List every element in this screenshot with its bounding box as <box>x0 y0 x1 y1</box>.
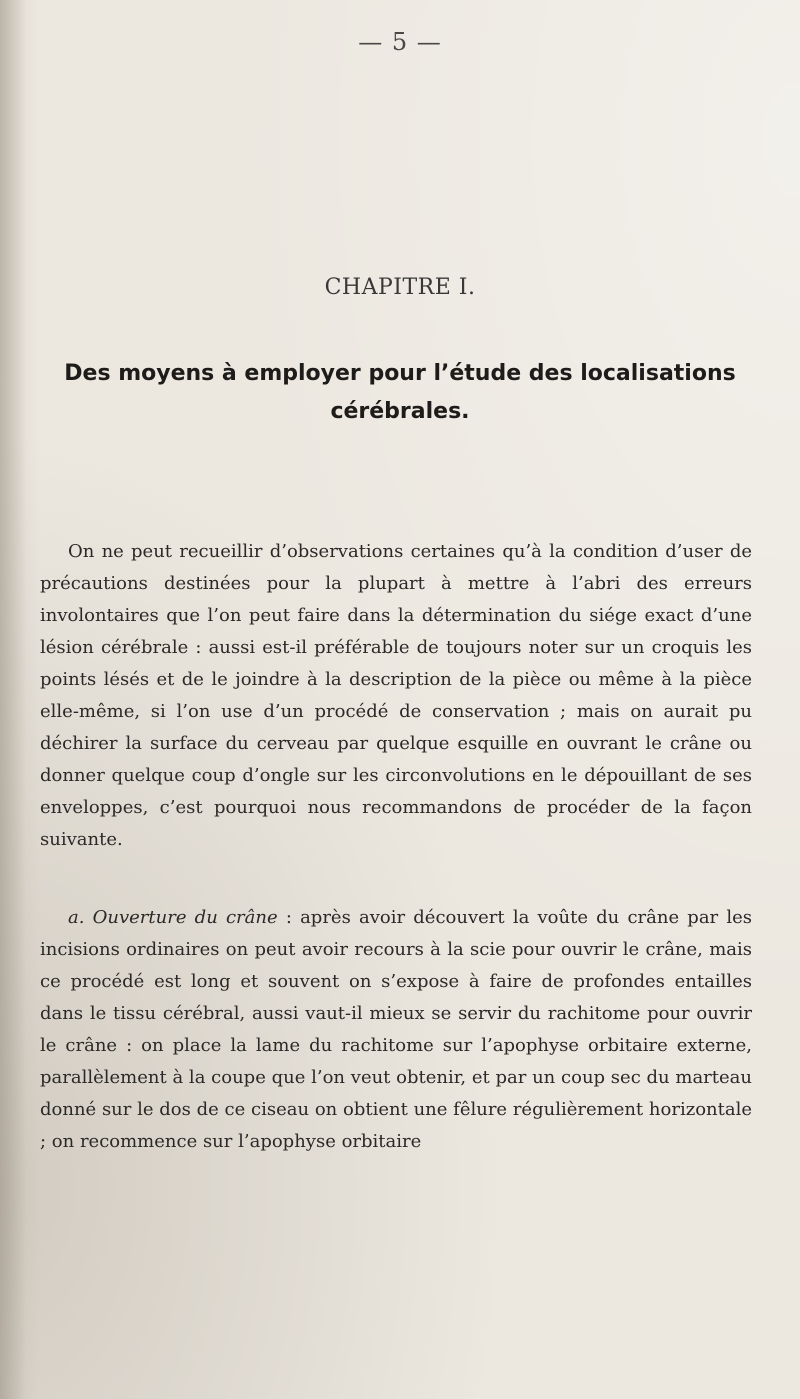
paragraph-text: : après avoir découvert la voûte du crâne par les incisions ordinaires on peut avoir recours à la scie pour ouvrir le crâne, mais ce procédé est long et souvent on s’expose à faire de profondes entailles dans le tissu cérébral, aussi vaut-il mieux se servir du rachitome pour ouvrir le crâne : on place la lame du rachitome sur l’apophyse orbitaire externe, parallèlement à la coupe que l’on veut obtenir, et par un coup sec du marteau donné sur le dos de ce ciseau on obtient une fêlure régulièrement horizontale ; on recommence sur l’apophyse orbitaire <box>40 907 752 1152</box>
paragraph-skull-opening <box>40 902 752 1158</box>
page-edge-shadow <box>0 0 26 1399</box>
paragraph-introduction: On ne peut recueillir d’observations certaines qu’à la condition d’user de précautions destinées pour la plupart à mettre à l’abri des erreurs involontaires que l’on peut faire dans la détermination du siége exact d’une lésion cérébrale : aussi est-il préférable de toujours noter sur un croquis les points lésés et de le joindre à la description de la pièce ou même à la pièce elle-même, si l’on use d’un procédé de conservation ; mais on aurait pu déchirer la surface du cerveau par quelque esquille en ouvrant le crâne ou donner quelque coup d’ongle sur les circonvolutions en le dépouillant de ses enveloppes, c’est pourquoi nous recommandons de procéder de la façon suivante. <box>40 541 752 850</box>
page-number: — 5 — <box>358 28 442 56</box>
paragraph-label: a. Ouverture du crâne <box>68 907 278 928</box>
chapter-title: CHAPITRE I. <box>324 275 476 300</box>
section-title: Des moyens à employer pour l’étude des localisations cérébrales. <box>64 361 736 424</box>
